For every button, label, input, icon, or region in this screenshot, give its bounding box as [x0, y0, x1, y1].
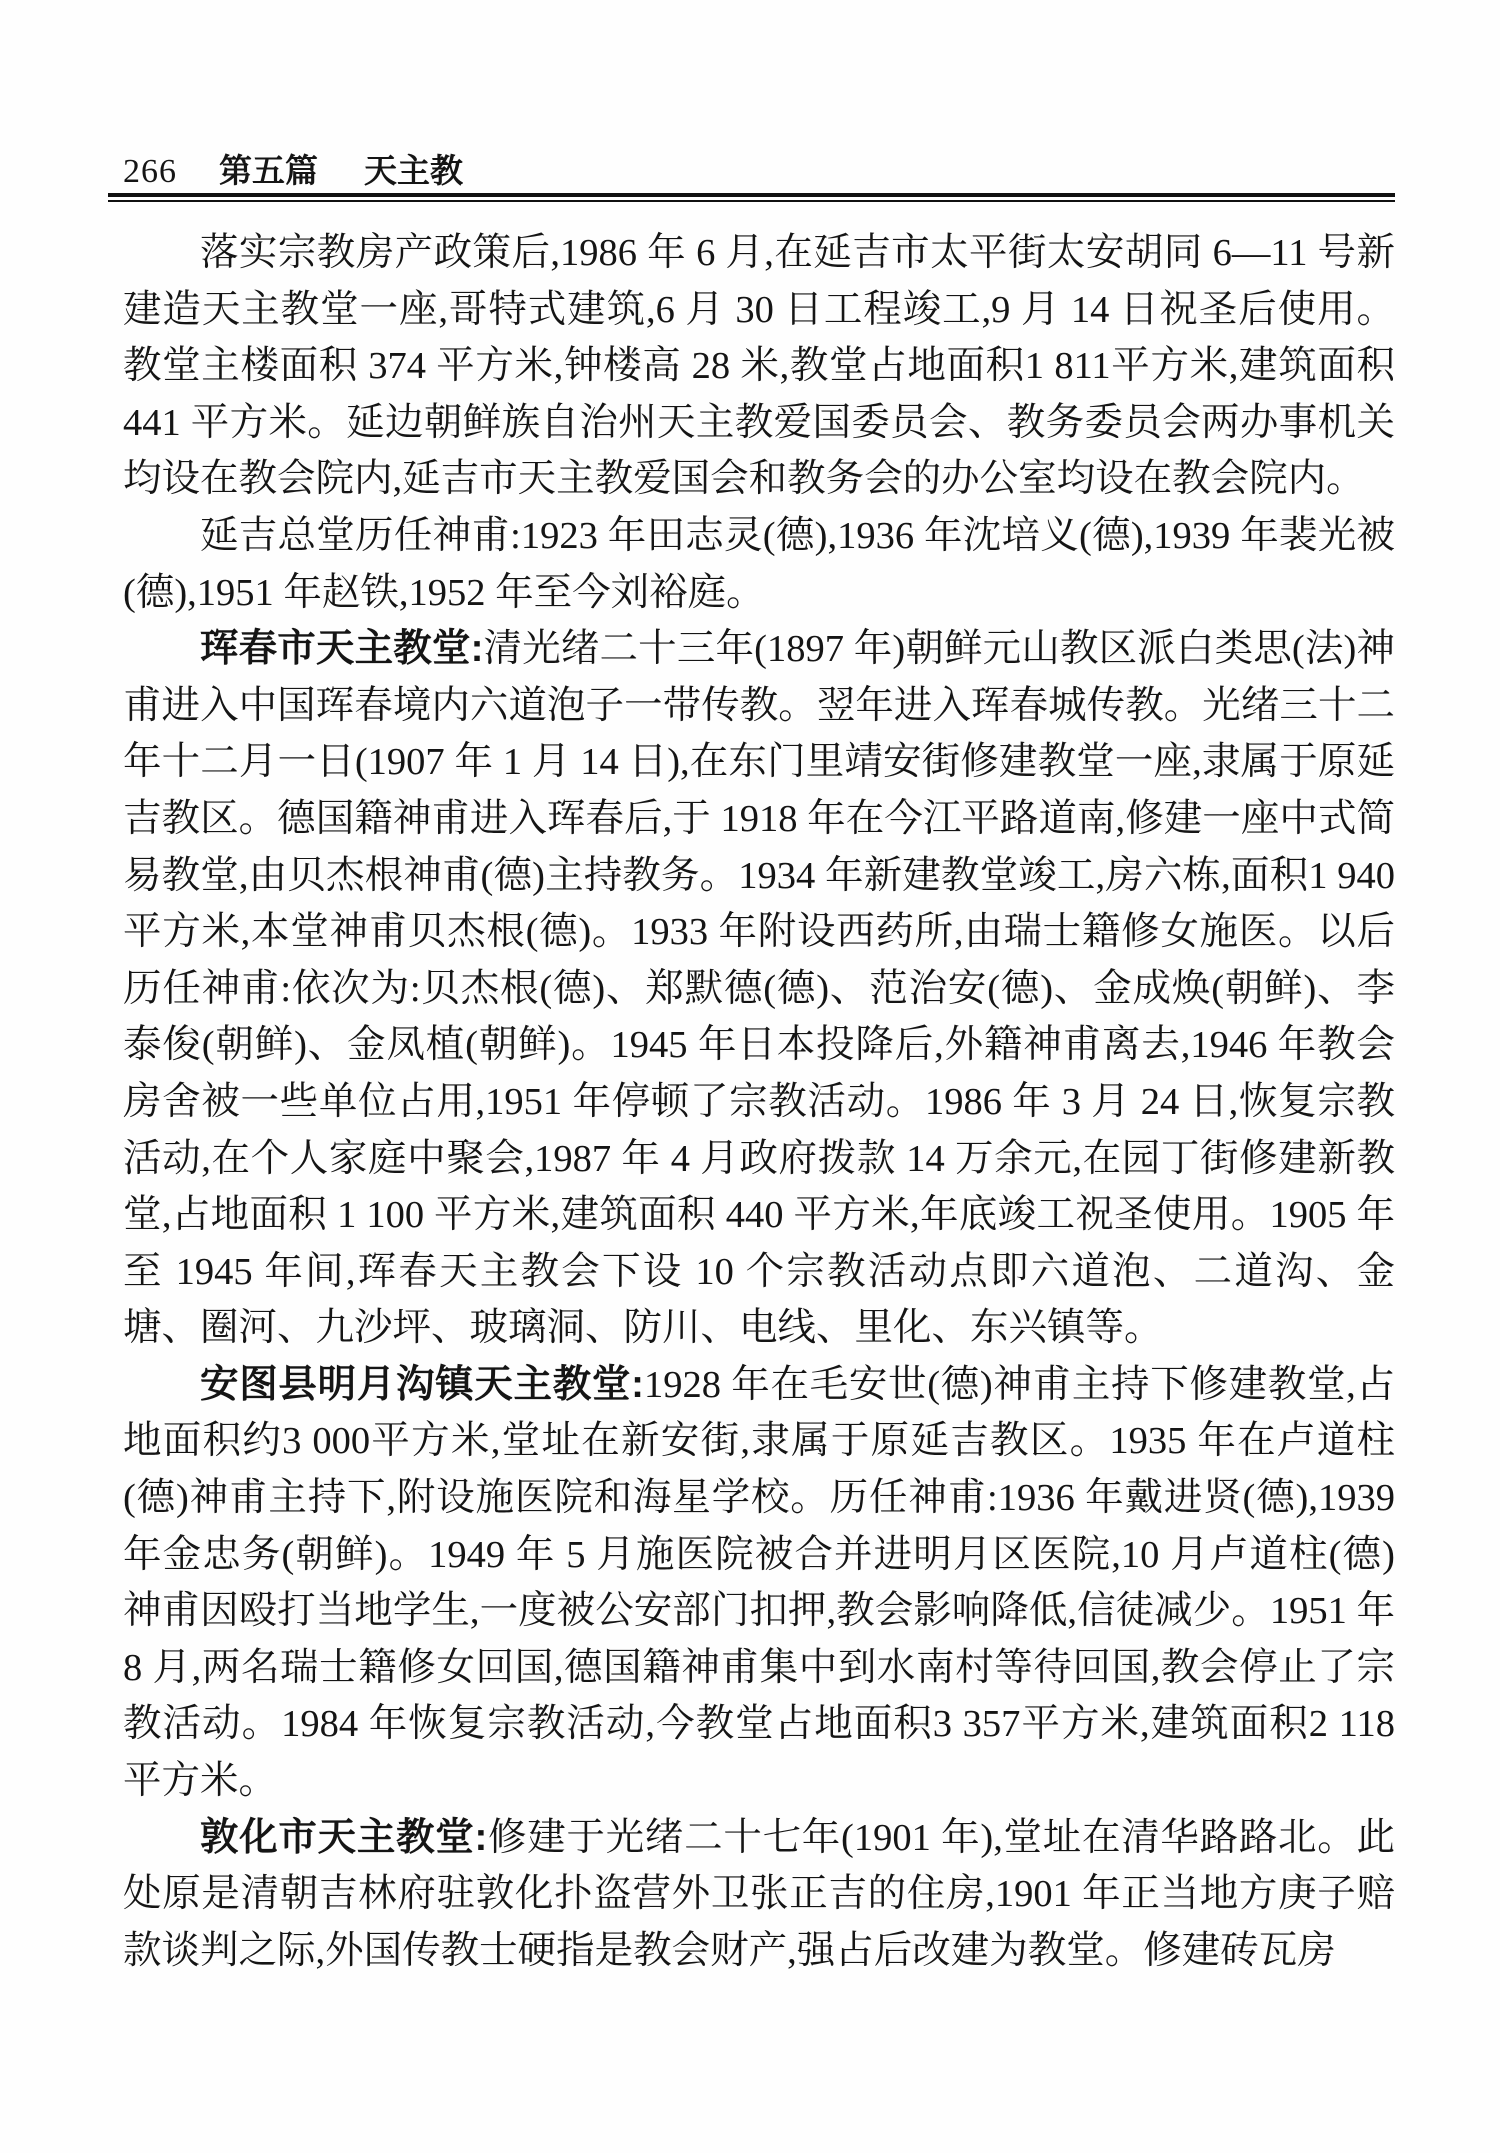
entry-heading: 敦化市天主教堂: [200, 1815, 488, 1859]
paragraph-text: 修建于光绪二十七年(1901 年),堂址在清华路路北。此处原是清朝吉林府驻敦化扑盗营外卫张正吉的住房,1901 年正当地方庚子赔款谈判之际,外国传教士硬指是教会财产,强占后改建为教堂。修建砖瓦房 [123, 1816, 1395, 1972]
paragraph-text: 清光绪二十三年(1897 年)朝鲜元山教区派白类思(法)神甫进入中国珲春境内六道泡子一带传教。翌年进入珲春城传教。光绪三十二年十二月一日(1907 年 1 月 14 日),在东门里靖安街修建教堂一座,隶属于原延吉教区。德国籍神甫进入珲春后,于 1918 年在今江平路道南,修建一座中式简易教堂,由贝杰根神甫(德)主持教务。1934 年新建教堂竣工,房六栋,面积1 940平方米,本堂神甫贝杰根(德)。1933 年附设西药所,由瑞士籍修女施医。以后历任神甫:依次为:贝杰根(德)、郑默德(德)、范治安(德)、金成焕(朝鲜)、李泰俊(朝鲜)、金凤植(朝鲜)。1945 年日本投降后,外籍神甫离去,1946 年教会房舍被一些单位占用,1951 年停顿了宗教活动。1986 年 3 月 24 日,恢复宗教活动,在个人家庭中聚会,1987 年 4 月政府拨款 14 万余元,在园丁街修建新教堂,占地面积 1 100 平方米,建筑面积 440 平方米,年底竣工祝圣使用。1905 年至 1945 年间,珲春天主教会下设 10 个宗教活动点即六道泡、二道沟、金塘、圈河、九沙坪、玻璃洞、防川、电线、里化、东兴镇等。 [123, 628, 1395, 1350]
section-title: 第五篇 [219, 152, 318, 189]
header-rule [108, 193, 1395, 202]
paragraph [123, 1357, 1395, 1810]
paragraph [123, 225, 1395, 508]
paragraph [123, 1810, 1395, 1980]
page-body [123, 225, 1395, 1979]
page-header [123, 145, 1395, 190]
entry-heading: 安图县明月沟镇天主教堂: [200, 1362, 644, 1406]
paragraph-text: 延吉总堂历任神甫:1923 年田志灵(德),1936 年沈培义(德),1939 年裴光被(德),1951 年赵铁,1952 年至今刘裕庭。 [123, 514, 1395, 614]
chapter-title: 天主教 [364, 152, 463, 189]
paragraph-text: 落实宗教房产政策后,1986 年 6 月,在延吉市太平街太安胡同 6—11 号新建造天主教堂一座,哥特式建筑,6 月 30 日工程竣工,9 月 14 日祝圣后使用。教堂主楼面积 374 平方米,钟楼高 28 米,教堂占地面积1 811平方米,建筑面积 441 平方米。延边朝鲜族自治州天主教爱国委员会、教务委员会两办事机关均设在教会院内,延吉市天主教爱国会和教务会的办公室均设在教会院内。 [123, 232, 1395, 501]
page-number: 266 [123, 153, 177, 190]
entry-heading: 珲春市天主教堂: [200, 627, 484, 671]
paragraph [123, 621, 1395, 1357]
paragraph [123, 508, 1395, 621]
paragraph-text: 1928 年在毛安世(德)神甫主持下修建教堂,占地面积约3 000平方米,堂址在新安街,隶属于原延吉教区。1935 年在卢道柱(德)神甫主持下,附设施医院和海星学校。历任神甫:1936 年戴进贤(德),1939 年金忠务(朝鲜)。1949 年 5 月施医院被合并进明月区医院,10 月卢道柱(德)神甫因殴打当地学生,一度被公安部门扣押,教会影响降低,信徒减少。1951 年 8 月,两名瑞士籍修女回国,德国籍神甫集中到水南村等待回国,教会停止了宗教活动。1984 年恢复宗教活动,今教堂占地面积3 357平方米,建筑面积2 118平方米。 [123, 1363, 1395, 1803]
